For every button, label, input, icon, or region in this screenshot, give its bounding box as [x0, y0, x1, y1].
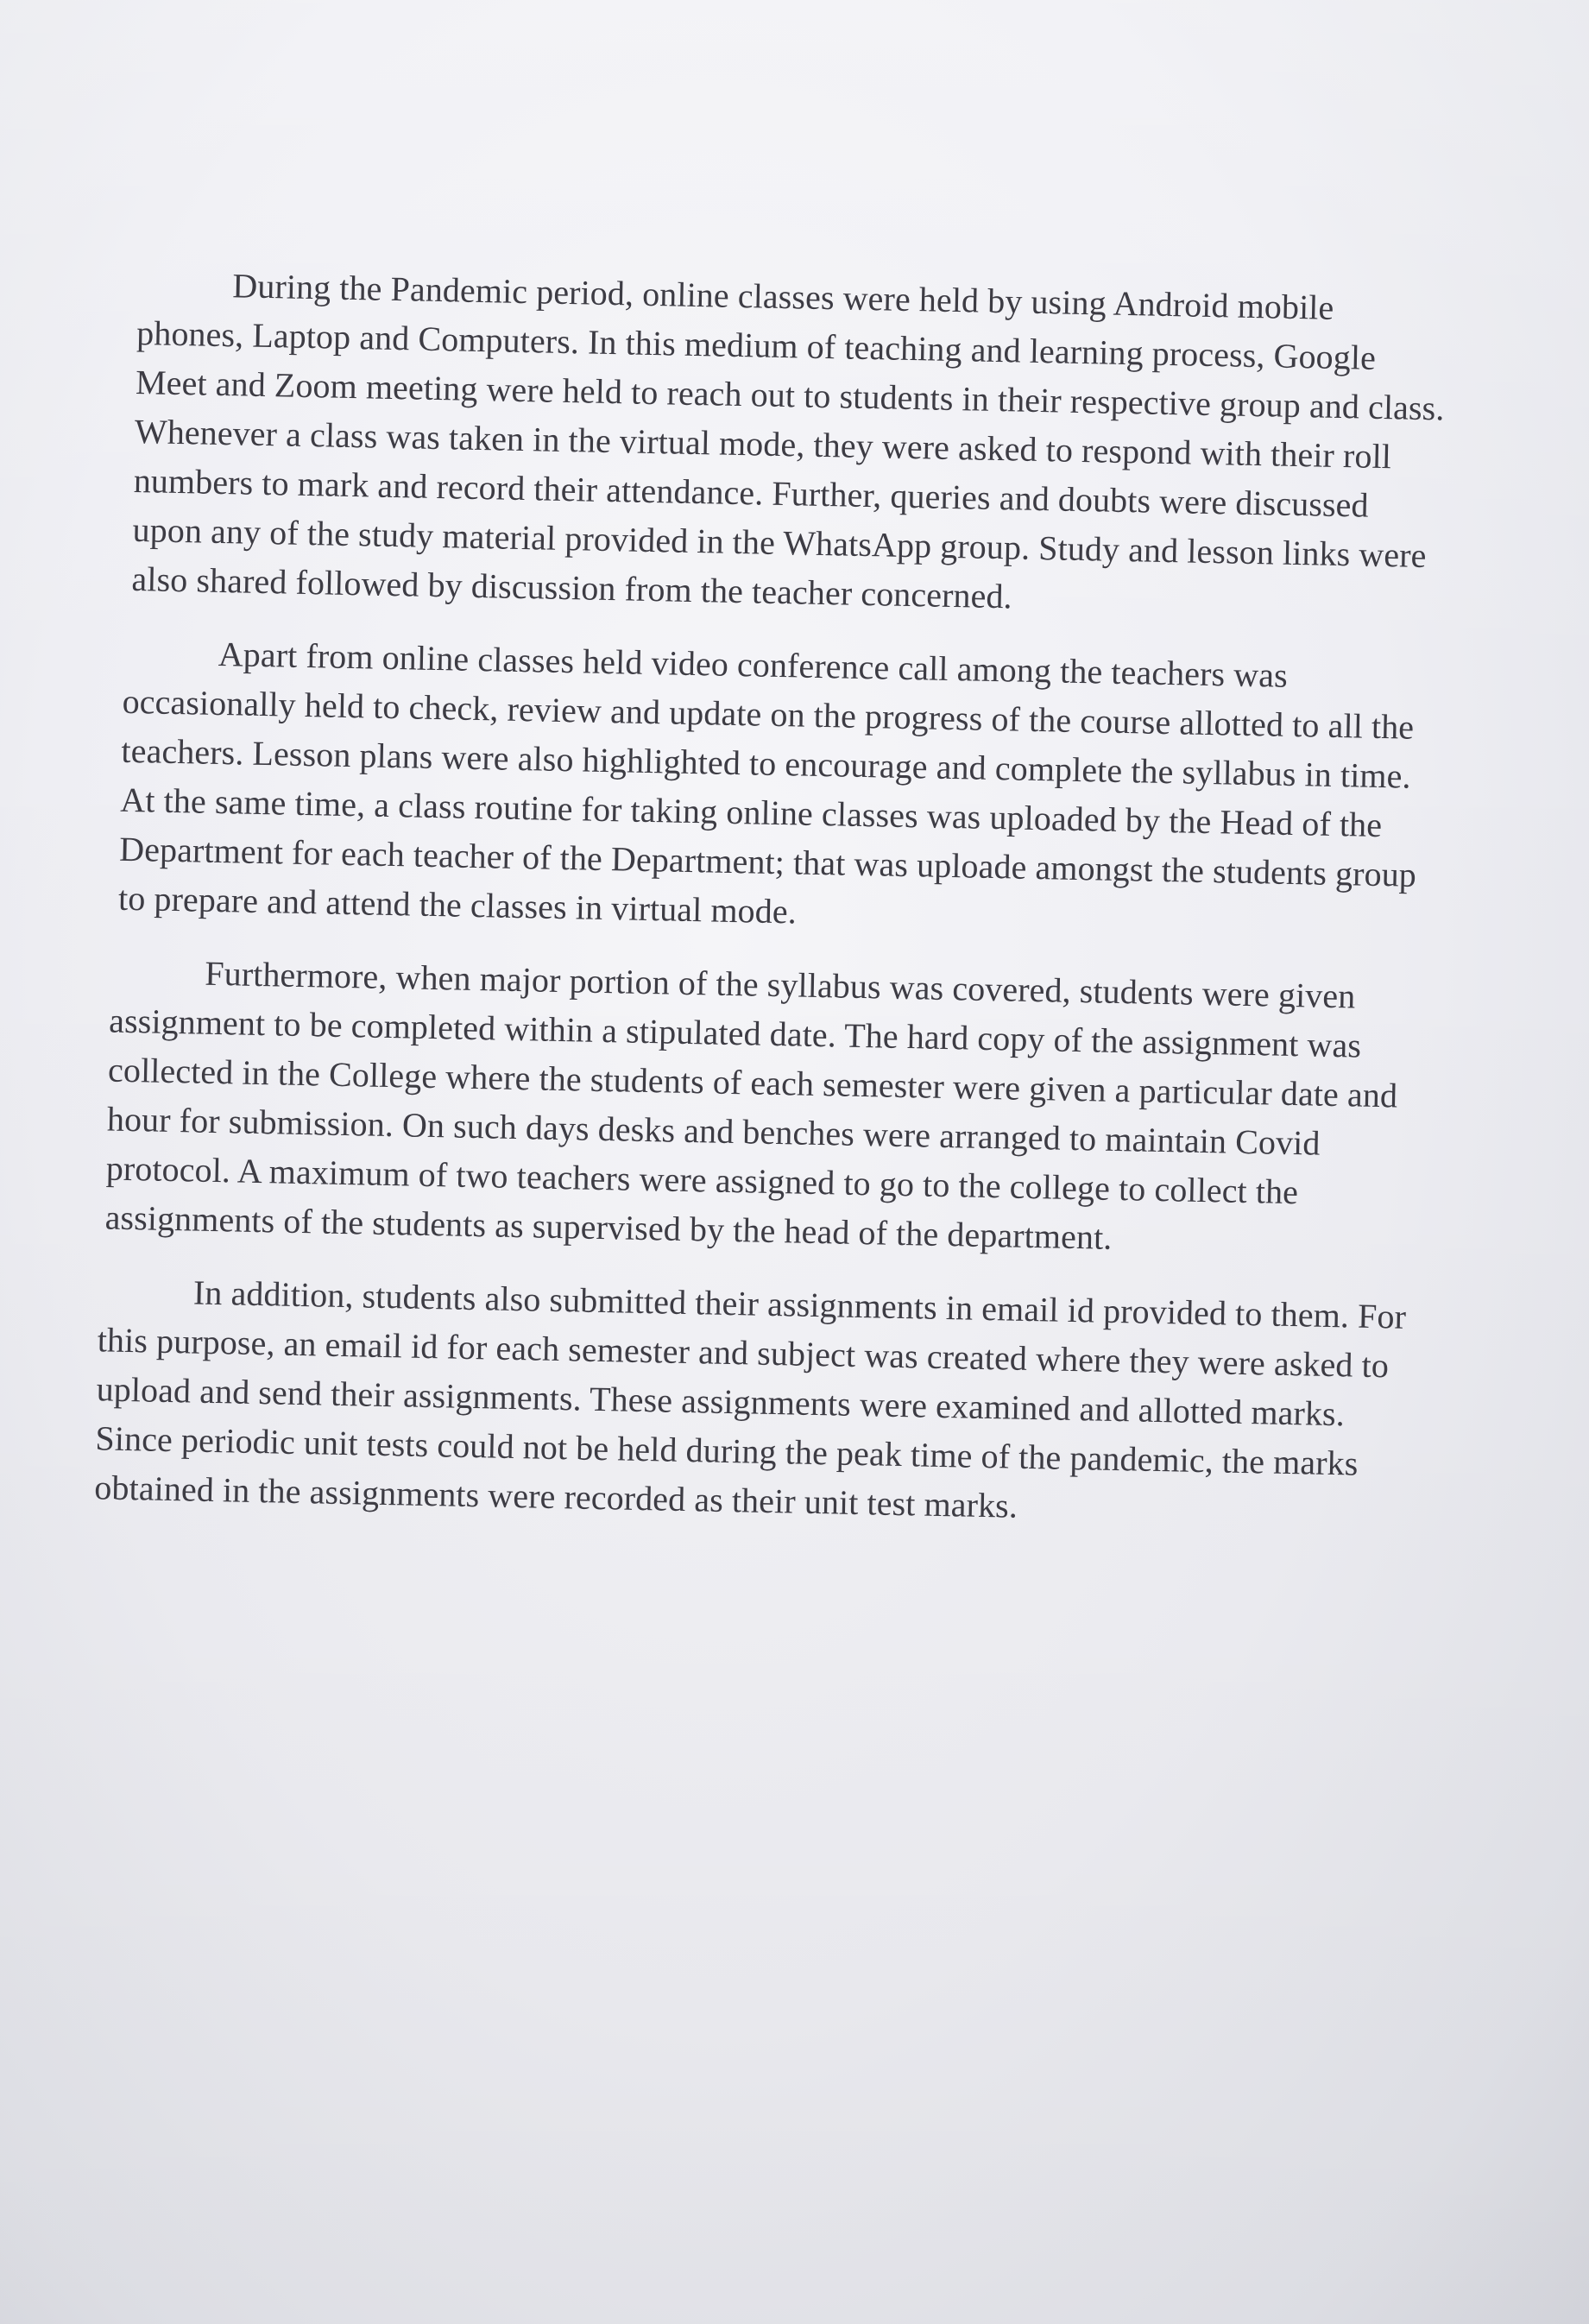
document-body	[93, 259, 1449, 1563]
paragraph-pandemic-online-classes: During the Pandemic period, online classes were held by using Android mobile phones, Laptop and Computers. In this medium of teaching and learning process, Google Meet and Zoom meeting were held to reach out to students in their respective group and class. Whenever a class was taken in the virtual mode, they were asked to respond with their roll numbers to mark and record their attendance. Further, queries and doubts were discussed upon any of the study material provided in the WhatsApp group. Study and lesson links were also shared followed by discussion from the teacher concerned.	[131, 266, 1445, 616]
paragraph-email-submission: In addition, students also submitted their assignments in email id provided to them. For this purpose, an email id for each semester and subject was created where they were asked to upload and send their assignments. These assignments were examined and allotted marks. Since periodic unit tests could not be held during the peak time of the pandemic, the marks obtained in the assignments were recorded as their unit test marks.	[93, 1273, 1407, 1525]
paragraph-assignments-hard-copy: Furthermore, when major portion of the syllabus was covered, students were given assignment to be completed within a stipulated date. The hard copy of the assignment was collected in the College where the students of each semester were given a particular date and hour for submission. On such days desks and benches were arranged to maintain Covid protocol. A maximum of two teachers were assigned to go to the college to collect the assignments of the students as supervised by the head of the department.	[104, 953, 1398, 1257]
paragraph-teacher-video-conference: Apart from online classes held video conference call among the teachers was occasionally held to check, review and update on the progress of the course allotted to all the teachers. Lesson plans were also highlighted to encourage and complete the syllabus in time. At the same time, a class routine for taking online classes was uploaded by the Head of the Department for each teacher of the Department; that was uploade amongst the students group to prepare and attend the classes in virtual mode.	[117, 634, 1417, 931]
